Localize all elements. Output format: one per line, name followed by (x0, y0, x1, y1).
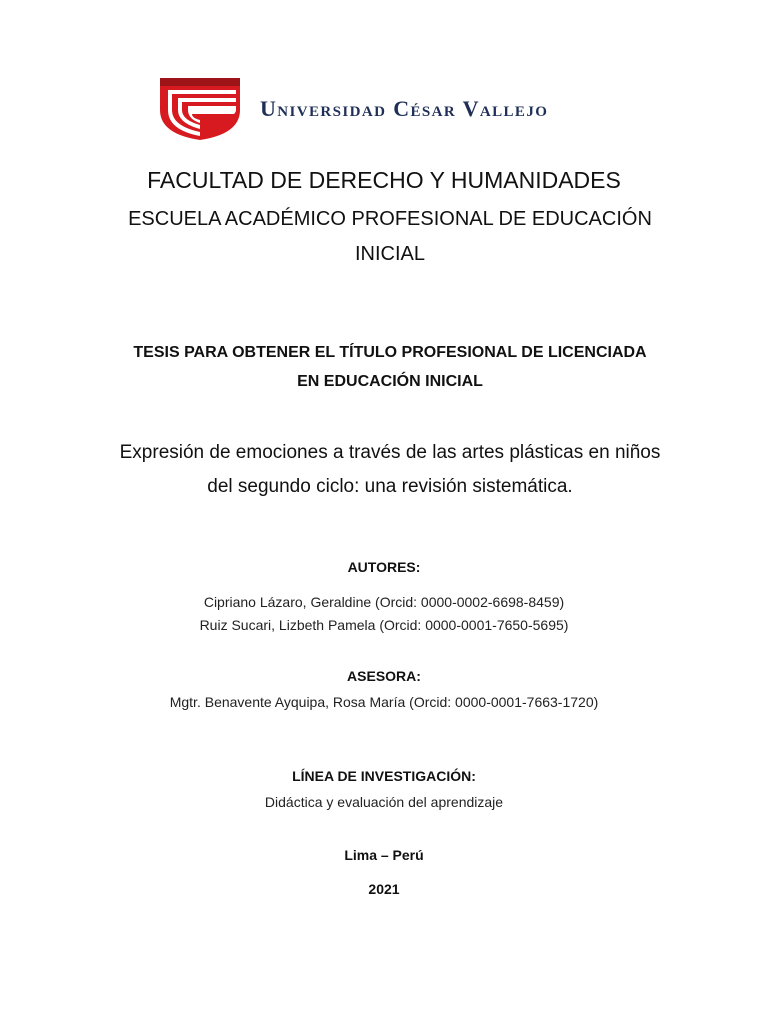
author-entry: Ruiz Sucari, Lizbeth Pamela (Orcid: 0000-0001-7650-5695) (199, 617, 569, 633)
authors-label: AUTORES: (347, 559, 421, 575)
advisor-label: ASESORA: (347, 668, 421, 684)
advisor-entry: Mgtr. Benavente Ayquipa, Rosa María (Orcid: 0000-0001-7663-1720) (169, 694, 599, 710)
thesis-type: TESIS PARA OBTENER EL TÍTULO PROFESIONAL DE LICENCIADA EN EDUCACIÓN INICIAL (133, 344, 647, 390)
university-name: Universidad César Vallejo (260, 96, 549, 121)
author-entry: Cipriano Lázaro, Geraldine (Orcid: 0000-0002-6698-8459) (203, 594, 565, 610)
year: 2021 (368, 881, 400, 897)
city-country: Lima – Perú (344, 847, 424, 863)
university-logo (158, 76, 638, 142)
faculty-name: FACULTAD DE DERECHO Y HUMANIDADES (147, 167, 621, 193)
ucv-emblem-icon (158, 76, 242, 142)
research-line-value: Didáctica y evaluación del aprendizaje (264, 794, 504, 810)
research-line-label: LÍNEA DE INVESTIGACIÓN: (292, 768, 476, 784)
school-name: ESCUELA ACADÉMICO PROFESIONAL DE EDUCACIÓN INICIAL (128, 208, 652, 265)
thesis-title: Expresión de emociones a través de las artes plásticas en niños del segundo ciclo: una revisión sistemática. (119, 442, 661, 497)
